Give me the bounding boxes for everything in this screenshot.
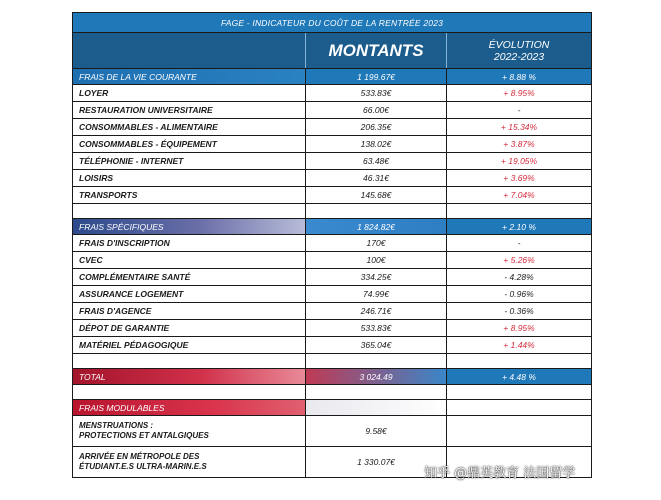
table-row <box>73 102 591 119</box>
row-evolution: + 19.05% <box>500 156 538 166</box>
section-row-total <box>73 369 591 385</box>
spacer-row <box>73 385 591 400</box>
empty-cell <box>73 204 306 218</box>
header-amounts: MONTANTS <box>306 33 447 68</box>
section-label: TOTAL <box>73 369 306 384</box>
row-evolution: + 8.95% <box>503 323 535 333</box>
row-label: COMPLÉMENTAIRE SANTÉ <box>73 269 306 285</box>
spacer-row <box>73 354 591 369</box>
table-row <box>73 187 591 204</box>
empty-cell <box>306 354 447 368</box>
table-row <box>73 119 591 136</box>
row-label: MATÉRIEL PÉDAGOGIQUE <box>73 337 306 353</box>
section-row-specifiques <box>73 219 591 235</box>
row-label: FRAIS D'AGENCE <box>73 303 306 319</box>
section-label: FRAIS DE LA VIE COURANTE <box>73 69 306 84</box>
row-label: FRAIS D'INSCRIPTION <box>73 235 306 251</box>
row-amount: 533.83€ <box>306 320 447 336</box>
section-evolution: + 4.48 % <box>447 369 591 384</box>
section-label: FRAIS SPÉCIFIQUES <box>73 219 306 234</box>
empty-cell <box>73 354 306 368</box>
section-evolution: + 8.88 % <box>447 69 591 84</box>
row-amount: 334.25€ <box>306 269 447 285</box>
table-row <box>73 303 591 320</box>
table-row <box>73 286 591 303</box>
row-label-line2: ÉTUDIANT.E.S ULTRA-MARIN.E.S <box>79 462 207 471</box>
row-label: CVEC <box>73 252 306 268</box>
row-evolution: + 7.04% <box>503 190 535 200</box>
row-amount: 206.35€ <box>306 119 447 135</box>
table-row <box>73 337 591 354</box>
row-evolution: - <box>517 105 521 115</box>
section-label: FRAIS MODULABLES <box>73 400 306 415</box>
row-label: DÉPOT DE GARANTIE <box>73 320 306 336</box>
spacer-row <box>73 204 591 219</box>
row-amount: 46.31€ <box>306 170 447 186</box>
row-evolution: + 1.44% <box>503 340 535 350</box>
row-evolution: + 5.26% <box>503 255 535 265</box>
row-amount: 138.02€ <box>306 136 447 152</box>
row-amount: 365.04€ <box>306 337 447 353</box>
section-amount: 3 024.49 <box>306 369 447 384</box>
table-row <box>73 85 591 102</box>
row-amount: 66.00€ <box>306 102 447 118</box>
row-label: CONSOMMABLES - ÉQUIPEMENT <box>73 136 306 152</box>
row-evolution: + 3.69% <box>503 173 535 183</box>
section-amount: 1 824.82€ <box>306 219 447 234</box>
row-amount: 63.48€ <box>306 153 447 169</box>
table-row <box>73 252 591 269</box>
table-row <box>73 235 591 252</box>
empty-cell <box>306 385 447 399</box>
row-evolution: - <box>517 238 521 248</box>
row-label <box>73 447 306 477</box>
table-row <box>73 320 591 337</box>
row-label <box>73 416 306 446</box>
header-evolution-line2: 2022-2023 <box>493 50 545 63</box>
empty-cell <box>447 400 591 415</box>
table-row <box>73 269 591 286</box>
row-label: TÉLÉPHONIE - INTERNET <box>73 153 306 169</box>
section-row-vie-courante <box>73 69 591 85</box>
empty-cell <box>447 385 591 399</box>
row-evolution: + 3.87% <box>503 139 535 149</box>
row-amount: 1 330.07€ <box>306 447 447 477</box>
row-amount: 533.83€ <box>306 85 447 101</box>
header-evolution <box>447 33 591 68</box>
table-row <box>73 416 591 447</box>
header-evolution-line1: ÉVOLUTION <box>488 38 550 51</box>
row-label: CONSOMMABLES - ALIMENTAIRE <box>73 119 306 135</box>
row-amount: 100€ <box>306 252 447 268</box>
row-amount: 74.99€ <box>306 286 447 302</box>
header-empty-cell <box>73 33 306 68</box>
watermark-text: 知乎 @鼎英教育 法国留学 <box>424 466 576 481</box>
row-label: TRANSPORTS <box>73 187 306 203</box>
section-evolution: + 2.10 % <box>447 219 591 234</box>
row-evolution: - 4.28% <box>504 272 534 282</box>
row-evolution: - 0.36% <box>504 306 534 316</box>
empty-cell <box>447 204 591 218</box>
row-label: LOYER <box>73 85 306 101</box>
row-label-line1: ARRIVÉE EN MÉTROPOLE DES <box>79 452 200 461</box>
empty-cell <box>73 385 306 399</box>
row-evolution <box>447 416 591 446</box>
section-amount: 1 199.67€ <box>306 69 447 84</box>
row-amount: 246.71€ <box>306 303 447 319</box>
cost-indicator-table <box>72 12 592 478</box>
row-label: RESTAURATION UNIVERSITAIRE <box>73 102 306 118</box>
table-row <box>73 153 591 170</box>
empty-cell <box>447 354 591 368</box>
row-label-line2: PROTECTIONS ET ANTALGIQUES <box>79 431 209 440</box>
row-amount: 170€ <box>306 235 447 251</box>
row-amount: 9.58€ <box>306 416 447 446</box>
row-evolution: + 15.34% <box>500 122 538 132</box>
row-label-line1: MENSTRUATIONS : <box>79 421 154 430</box>
row-amount: 145.68€ <box>306 187 447 203</box>
section-row-modulables <box>73 400 591 416</box>
row-label: LOISIRS <box>73 170 306 186</box>
column-header-row <box>73 33 591 69</box>
table-title: FAGE - INDICATEUR DU COÛT DE LA RENTRÉE 2023 <box>73 12 591 33</box>
table-row <box>73 136 591 153</box>
row-evolution: - 0.96% <box>504 289 534 299</box>
table-row <box>73 170 591 187</box>
empty-cell <box>306 400 447 415</box>
empty-cell <box>306 204 447 218</box>
row-label: ASSURANCE LOGEMENT <box>73 286 306 302</box>
row-evolution: + 8.95% <box>503 88 535 98</box>
